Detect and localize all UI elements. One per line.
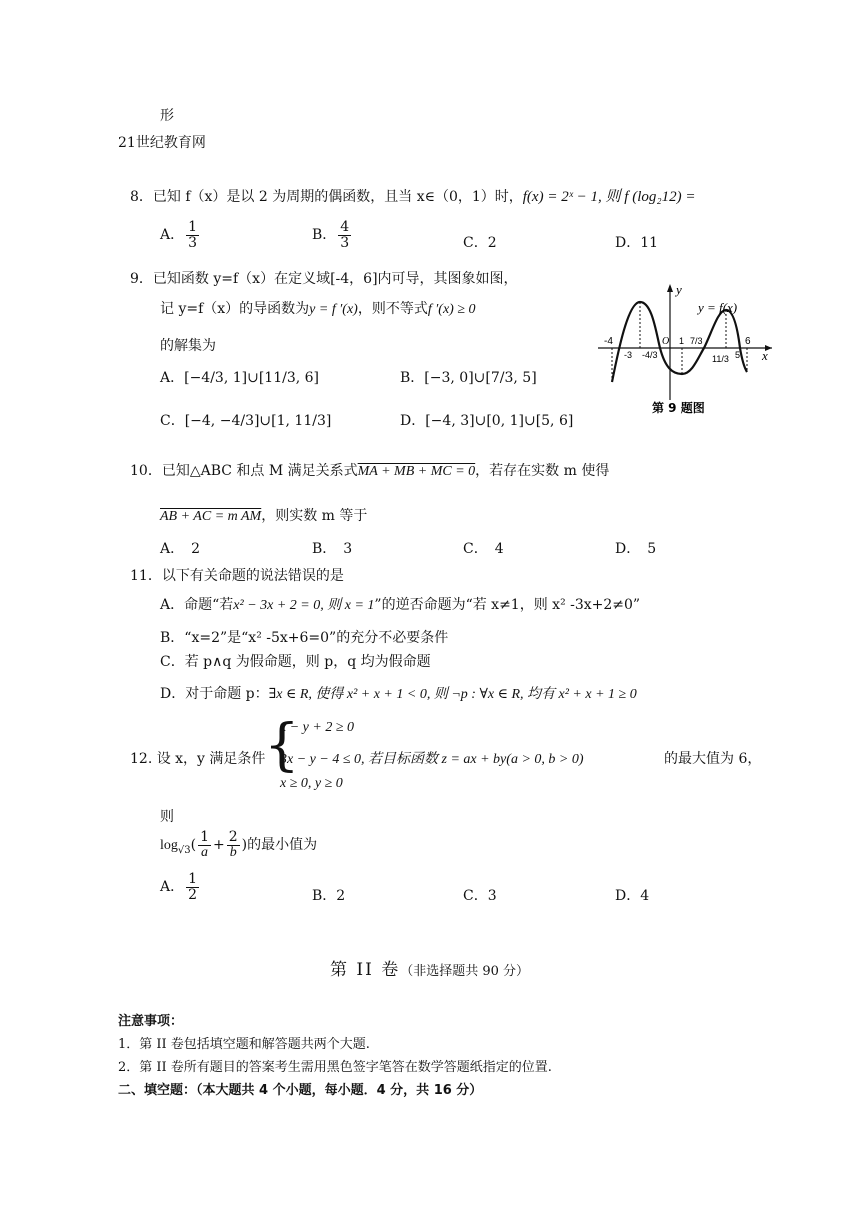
part2-heading <box>330 955 529 980</box>
q8-option-a-den: 3 <box>188 234 198 251</box>
q10-line2-b: ，则实数 m 等于 <box>261 508 368 524</box>
section2-heading: 二、填空题：（本大题共 4 个小题，每小题．4 分，共 16 分） <box>118 1083 483 1098</box>
log-base: √3 <box>177 844 191 856</box>
q12-option-a-num: 1 <box>188 871 198 887</box>
part2-subtitle: （非选择题共 90 分） <box>400 964 530 979</box>
tick-neg4: -4 <box>604 336 613 347</box>
q8-option-b-den: 3 <box>340 234 350 251</box>
q8-option-b-label: B． <box>312 227 337 244</box>
q8-stem <box>130 185 695 206</box>
stray-character: 形 <box>160 108 174 124</box>
q12-brace: { <box>264 713 300 778</box>
q12-option-d: D．4 <box>615 888 650 904</box>
q8-formula: f(x) = 2ˣ − 1, 则 f (log₂12) = <box>522 189 696 205</box>
q12-option-c: C．3 <box>463 888 497 904</box>
part2-title: 第 II 卷 <box>330 960 401 980</box>
q8-stem-text: 8．已知 f（x）是以 2 为周期的偶函数，且当 x∈（0，1）时， <box>130 189 523 205</box>
q8-option-d: D．11 <box>615 235 659 251</box>
q12-stem-suffix: 的最大值为 6， <box>664 751 762 767</box>
q10-option-b: B． 3 <box>312 541 353 557</box>
q9-option-b: B．[−3, 0]∪[7/3, 5] <box>400 370 537 386</box>
q12-log-expression: $\log_{√3}$( $\frac{1}{a}$ + $\frac{2}{b}$ )的最小值为 <box>160 829 318 860</box>
q12-option-a-label: A． <box>160 879 185 896</box>
q8-option-b-num: 4 <box>340 219 350 235</box>
fig-x-label: x <box>762 348 768 363</box>
q12-option-a-den: 2 <box>188 886 198 903</box>
q11-option-a-prefix: A．命题“若 <box>160 597 234 613</box>
log-word: log <box>160 838 178 854</box>
tick-neg4-3: -4/3 <box>642 350 658 360</box>
q8-option-c: C．2 <box>463 235 497 251</box>
q9-option-d: D．[−4, 3]∪[0, 1]∪[5, 6] <box>400 413 574 429</box>
q11-option-a-formula: x² − 3x + 2 = 0, 则 x = 1 <box>233 598 375 613</box>
tick-5: 5 <box>735 350 741 360</box>
q10-option-c: C． 4 <box>463 541 504 557</box>
q11-option-a <box>160 594 640 614</box>
fig-function-label: y = f(x) <box>698 300 738 315</box>
q10-line1 <box>130 460 609 480</box>
q9-inequality: f ′(x) ≥ 0 <box>427 302 476 317</box>
q11-option-c: C．若 p∧q 为假命题，则 p，q 均为假命题 <box>160 654 431 670</box>
q12-constraint-1: x − y + 2 ≥ 0 <box>280 720 355 735</box>
fig-y-label: y <box>676 282 682 297</box>
q9-option-c: C．[−4, −4/3]∪[1, 11/3] <box>160 413 332 429</box>
q11-option-d <box>160 683 637 703</box>
q12-option-a <box>160 872 201 902</box>
q9-line2-a: 记 y=f（x）的导函数为 <box>160 301 310 317</box>
q12-stem: 12. 设 x，y 满足条件 <box>130 751 266 767</box>
q10-option-d: D． 5 <box>615 541 657 557</box>
q8-option-b <box>312 220 353 250</box>
tick-6: 6 <box>745 336 751 347</box>
q9-option-a: A．[−4/3, 1]∪[11/3, 6] <box>160 370 320 386</box>
q11-option-a-suffix: ”的逆否命题为“若 x≠1，则 x² -3x+2≠0” <box>374 597 641 613</box>
tick-11-3: 11/3 <box>712 354 729 364</box>
q11-option-b: B．“x=2”是“x² -5x+6=0”的充分不必要条件 <box>160 630 449 646</box>
q11-option-d-prefix: D．对于命题 p： <box>160 686 269 702</box>
fig-origin: O <box>662 336 670 347</box>
q12-constraint-2: 3x − y − 4 ≤ 0, 若目标函数 z = ax + by(a > 0, b > 0) <box>280 752 584 767</box>
q9-line2-c: ，则不等式 <box>357 301 428 317</box>
tick-neg3: -3 <box>624 350 633 360</box>
log-suffix: 的最小值为 <box>247 837 318 854</box>
q11-stem: 11．以下有关命题的说法错误的是 <box>130 568 344 584</box>
q8-option-a-num: 1 <box>188 219 198 235</box>
q12-constraint-3: x ≥ 0, y ≥ 0 <box>280 776 343 791</box>
notes-item-2: 2．第 II 卷所有题目的答案考生需用黑色签字笔答在数学答题纸指定的位置. <box>118 1060 552 1075</box>
tick-1: 1 <box>679 336 685 346</box>
q10-vector-eq: MA + MB + MC = 0 <box>357 464 476 479</box>
q12-then: 则 <box>160 809 174 825</box>
q10-line1-c: ，若存在实数 m 使得 <box>475 463 610 479</box>
y-axis-arrow <box>667 284 673 292</box>
fig-caption: 第 9 题图 <box>652 401 705 415</box>
q9-derivative: y = f ′(x) <box>309 302 358 317</box>
q10-line2 <box>160 505 367 525</box>
q10-line1-a: 10．已知△ABC 和点 M 满足关系式 <box>130 463 358 479</box>
q8-option-a-label: A． <box>160 227 185 244</box>
q9-line2 <box>160 298 476 318</box>
q9-function-graph <box>590 282 780 417</box>
notes-heading: 注意事项： <box>118 1014 184 1029</box>
q8-option-a <box>160 220 201 250</box>
tick-7-3: 7/3 <box>690 336 703 346</box>
q10-vector-sum: AB + AC = m AM <box>160 509 262 524</box>
q10-option-a: A． 2 <box>160 541 201 557</box>
notes-item-1: 1．第 II 卷包括填空题和解答题共两个大题. <box>118 1037 370 1052</box>
site-watermark: 21世纪教育网 <box>118 135 206 151</box>
q12-option-b: B．2 <box>312 888 346 904</box>
q9-line3: 的解集为 <box>160 338 216 354</box>
q9-line1: 9．已知函数 y=f（x）在定义域[-4，6]内可导，其图象如图， <box>130 271 518 287</box>
q11-option-d-formula: ∃x ∈ R, 使得 x² + x + 1 < 0, 则 ¬p : ∀x ∈ R, 均有 x² + x + 1 ≥ 0 <box>268 687 637 702</box>
